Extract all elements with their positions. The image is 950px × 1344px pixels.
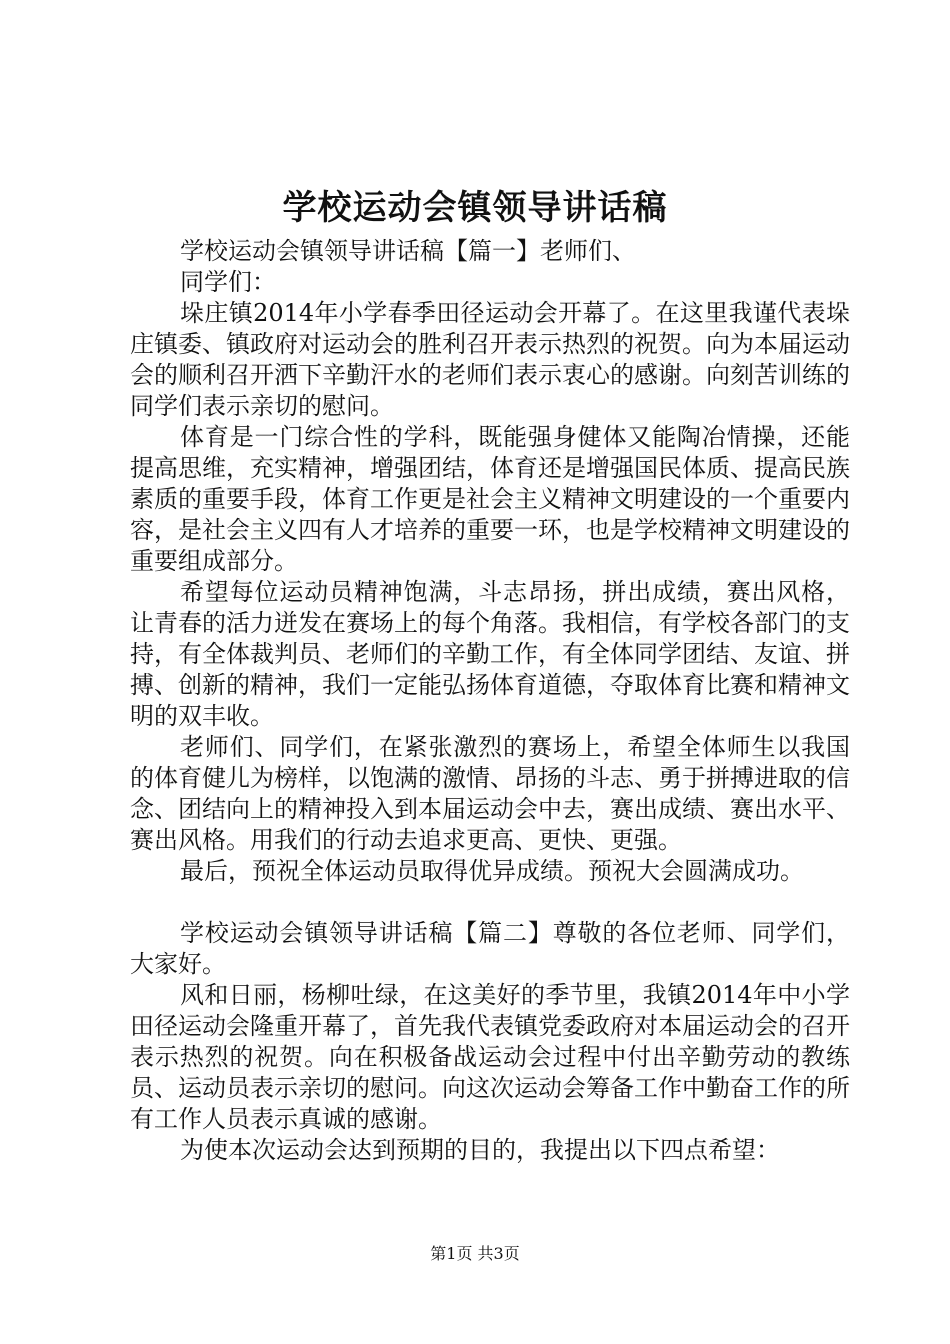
- paragraph-intro-1: 学校运动会镇领导讲话稿【篇一】老师们、: [180, 237, 636, 265]
- paragraph-closing: 最后，预祝全体运动员取得优异成绩。预祝大会圆满成功。: [180, 857, 804, 885]
- paragraph-sports: 体育是一门综合性的学科，既能强身健体又能陶冶情操，还能提高思维，充实精神，增强团结，体育还是增强国民体质、提高民族素质的重要手段，体育工作更是社会主义精神文明建设的一个重要内容，是社会主义四有人才培养的重要一环，也是学校精神文明建设的重要组成部分。: [130, 423, 850, 575]
- paragraph-hope: 希望每位运动员精神饱满，斗志昂扬，拼出成绩，赛出风格，让青春的活力迸发在赛场上的每个角落。我相信，有学校各部门的支持，有全体裁判员、老师们的辛勤工作，有全体同学团结、友谊、拼搏、创新的精神，我们一定能弘扬体育道德，夺取体育比赛和精神文明的双丰收。: [130, 578, 850, 730]
- document-title: 学校运动会镇领导讲话稿: [282, 188, 668, 228]
- paragraph-intro-2: 同学们：: [180, 268, 276, 296]
- paragraph-part2-intro: 学校运动会镇领导讲话稿【篇二】尊敬的各位老师、同学们，大家好。: [130, 919, 850, 978]
- paragraph-spacer: [130, 887, 850, 918]
- page-footer: 第1页 共3页: [430, 1244, 520, 1263]
- paragraph-part2-hopes: 为使本次运动会达到预期的目的，我提出以下四点希望：: [180, 1136, 780, 1164]
- document-body: [130, 236, 850, 1166]
- paragraph-part2-opening: 风和日丽，杨柳吐绿，在这美好的季节里，我镇2014年中小学田径运动会隆重开幕了，首先我代表镇党委政府对本届运动会的召开表示热烈的祝贺。向在积极备战运动会过程中付出辛勤劳动的教练员、运动员表示亲切的慰问。向这次运动会筹备工作中勤奋工作的所有工作人员表示真诚的感谢。: [130, 981, 850, 1133]
- paragraph-opening: 垛庄镇2014年小学春季田径运动会开幕了。在这里我谨代表垛庄镇委、镇政府对运动会的胜利召开表示热烈的祝贺。向为本届运动会的顺利召开洒下辛勤汗水的老师们表示衷心的感谢。向刻苦训练的同学们表示亲切的慰问。: [130, 299, 850, 420]
- paragraph-teachers: 老师们、同学们，在紧张激烈的赛场上，希望全体师生以我国的体育健儿为榜样，以饱满的激情、昂扬的斗志、勇于拼搏进取的信念、团结向上的精神投入到本届运动会中去，赛出成绩、赛出水平、赛出风格。用我们的行动去追求更高、更快、更强。: [130, 733, 850, 854]
